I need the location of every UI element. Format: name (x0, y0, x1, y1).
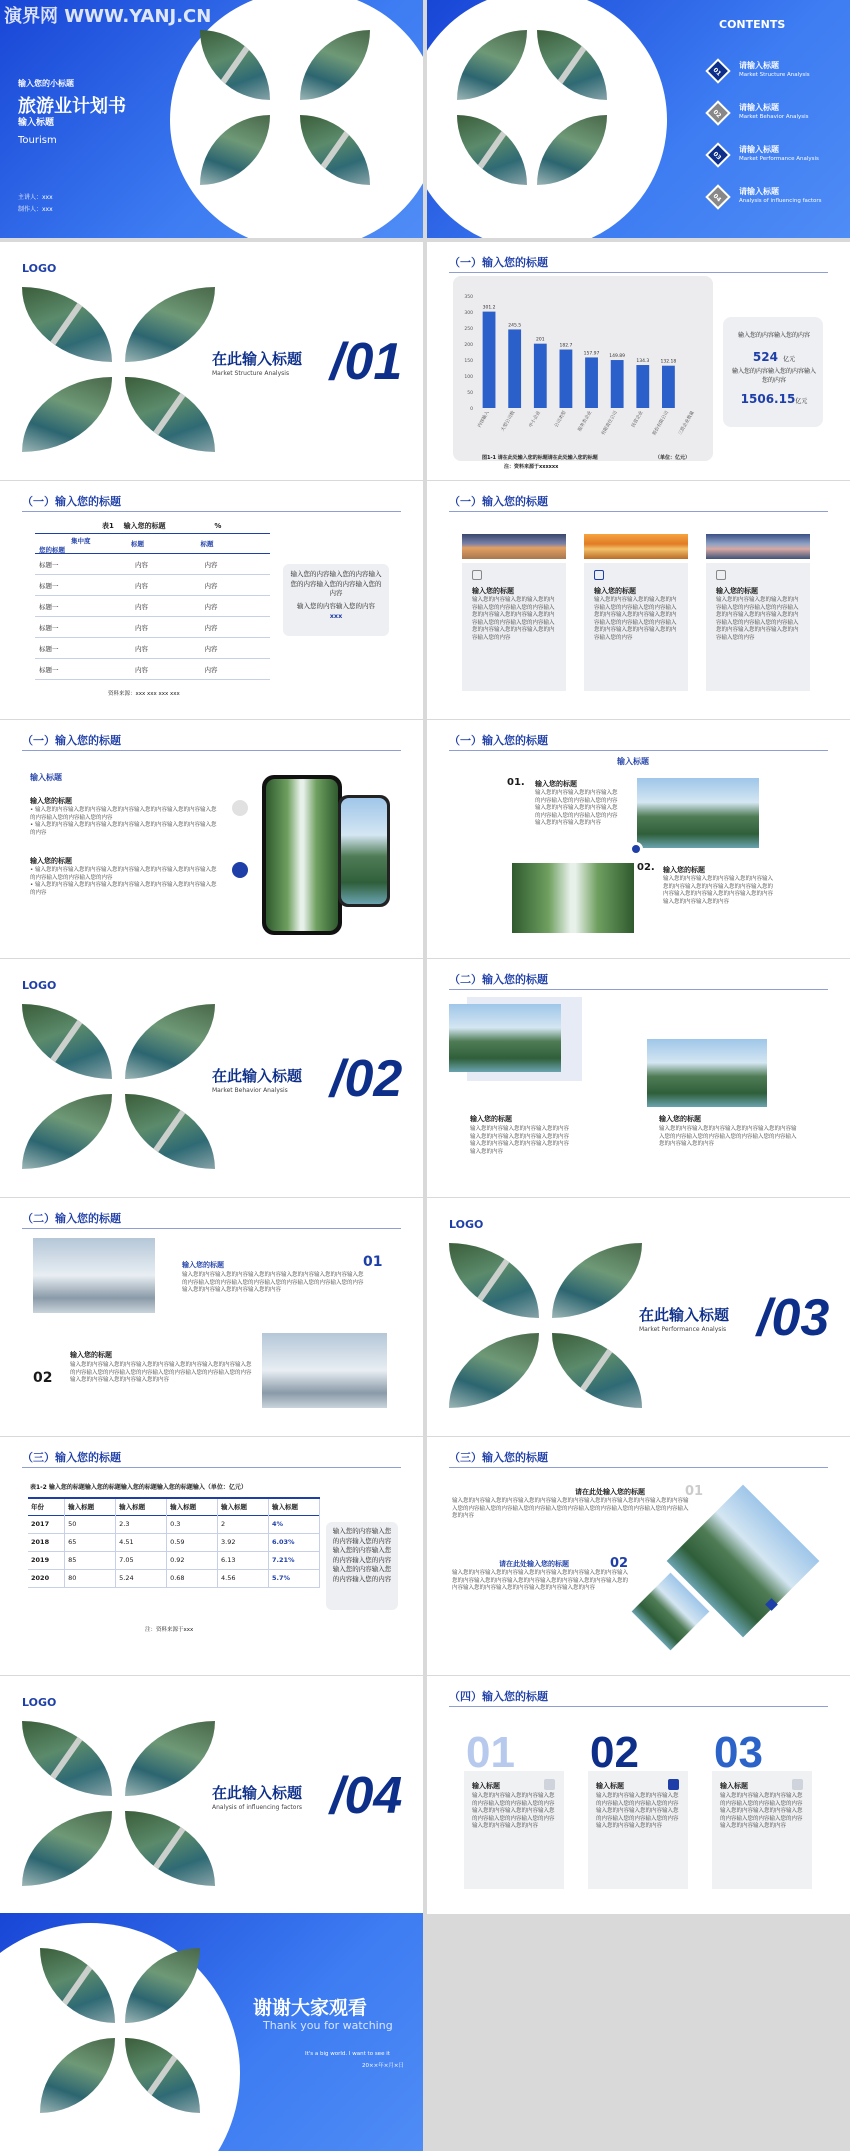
data-label: 301.2 (482, 305, 496, 311)
contents-number: 04 (705, 184, 730, 209)
x-tick-label: 股份有限公司 (652, 410, 671, 437)
x-tick-label: 服务类企业 (577, 410, 594, 433)
table-header-cell: 输入标题 (116, 1498, 167, 1515)
column-card (712, 1771, 812, 1889)
three-columns-slide (427, 1676, 850, 1914)
phone-front (262, 775, 342, 935)
section-number: /01 (330, 333, 403, 391)
three-cards-slide (427, 481, 850, 719)
section-title: 在此输入标题 (212, 1067, 303, 1085)
contents-title: 请输入标题 (739, 187, 779, 196)
y-tick-label: 300 (464, 311, 473, 316)
column-title: 输入标题 (472, 1782, 500, 1790)
item-text-2: • 输入您的内容输入您的内容输入您的内容输入您的内容输入您的内容输入您的内容输入您的内容输入您的内容 • 输入您的内容输入您的内容输入您的内容输入您的内容输入您的内容输入您的内容 (30, 867, 217, 896)
item-text-2: 输入您的内容输入您的内容输入您的内容输入您的内容输入您的内容输入您的内容输入您的内容输入您的内容输入您的内容输入您的内容输入您的内容输入您的内容输入您的内容输入您的内容输入您的内容 (452, 1570, 629, 1591)
bar (611, 360, 624, 408)
item-number-1: 01 (685, 1484, 704, 1499)
contents-item[interactable] (709, 94, 849, 136)
lake-photo (637, 778, 759, 848)
data-label: 149.89 (609, 354, 626, 360)
table-row: 2018 65 4.51 0.59 3.92 6.03% (28, 1533, 320, 1551)
column-title: 输入标题 (720, 1782, 748, 1790)
column-icon (668, 1779, 679, 1790)
item-title-2: 输入您的标题 (30, 857, 72, 865)
table-caption: 表1 输入您的标题 % (102, 522, 222, 530)
table-row: 标题一 内容 内容 (35, 659, 270, 680)
card-icon (594, 570, 604, 580)
table-header-cell: 年份 (28, 1498, 65, 1515)
logo: LOGO (22, 262, 57, 275)
slide-header: （一）输入您的标题 (449, 734, 548, 747)
section-03-slide (427, 1198, 850, 1436)
section-number: /02 (330, 1050, 403, 1108)
stat-value-1: 524 亿元 (752, 350, 796, 364)
table2-slide (0, 1437, 423, 1675)
card-text: 输入您的内容输入您的输入您的内容输入您的内容输入您的内容输入您的内容输入您的内容输入您的内容输入您的内容输入您的内容输入您的内容输入您的内容输入您的内容输入您的内容 (472, 597, 555, 641)
slide-header: （二）输入您的标题 (22, 1212, 121, 1225)
bar (508, 329, 521, 408)
x-tick-label: 民营企业 (631, 410, 645, 429)
block-title: 输入标题 (617, 757, 649, 766)
section-en: Market Performance Analysis (639, 1326, 727, 1333)
stat-text-2: 输入您的内容输入您的内容输入您的内容 (731, 368, 816, 384)
slide-header: （一）输入您的标题 (449, 495, 548, 508)
lake-photo (449, 1004, 561, 1072)
item-text-1: 输入您的内容输入您的内容输入您的内容输入您的内容输入您的内容输入您的内容输入您的内容输入您的内容输入您的内容输入您的内容输入您的内容输入您的内容输入您的内容输入您的内容 (182, 1272, 364, 1293)
snow-slide (0, 1198, 423, 1436)
contents-list (709, 52, 849, 220)
pavilion-photo (33, 1238, 155, 1313)
data-table: 集中度 您的标题 标题 标题 标题一 内容 内容 标题一 内容 内容 标题一 内容 内容 标题一 内容 内容 标题一 内容 内容 标题一 内容 内容 (35, 533, 270, 680)
stat-value-2: 1506.15亿元 (740, 392, 808, 406)
table-header-cell: 输入标题 (65, 1498, 116, 1515)
bar (560, 350, 573, 408)
table-row: 2020 80 5.24 0.68 4.56 5.7% (28, 1569, 320, 1587)
section-title: 在此输入标题 (212, 1784, 303, 1802)
x-tick-label: 三资企业数量 (677, 410, 696, 437)
contents-item[interactable] (709, 52, 849, 94)
cover-title: 旅游业计划书 (18, 96, 126, 117)
table-slide (0, 481, 423, 719)
column-number: 01 (466, 1728, 515, 1777)
column-number: 02 (590, 1728, 639, 1777)
block-title: 输入标题 (30, 773, 62, 782)
bar (636, 365, 649, 408)
contents-number: 01 (705, 58, 730, 83)
contents-en: Analysis of influencing factors (739, 198, 822, 204)
card-text: 输入您的内容输入您的输入您的内容输入您的内容输入您的内容输入您的内容输入您的内容输入您的内容输入您的内容输入您的内容输入您的内容输入您的内容输入您的内容输入您的内容 (716, 597, 799, 641)
table-row: 标题一 内容 内容 (35, 554, 270, 575)
bar (662, 366, 675, 408)
x-tick-label: 内容输入 (477, 410, 491, 429)
x-tick-label: 中小企业 (528, 410, 543, 429)
item-text-1: 输入您的内容输入您的内容输入您的内容输入您的内容输入您的内容输入您的内容输入您的内容输入您的内容输入您的内容输入您的内容输入您的内容输入您的内容输入您的内容输入您的内容输入您的内容 (452, 1498, 689, 1519)
contents-number: 03 (705, 142, 730, 167)
info-card (462, 563, 566, 691)
column-icon (792, 1779, 803, 1790)
logo: LOGO (22, 979, 57, 992)
cover-input-title: 输入标题 (18, 118, 55, 128)
info-card (584, 563, 688, 691)
thanks-line: It's a big world. I want to see it (305, 2051, 390, 2057)
y-tick-label: 100 (464, 375, 473, 380)
two-photos-slide (427, 959, 850, 1197)
coast-photo (647, 1039, 767, 1107)
chart-slide (427, 242, 850, 480)
column-text: 输入您的内容输入您的内容输入您的内容输入您的内容输入您的内容输入您的内容输入您的内容输入您的内容输入您的内容输入您的内容输入您的内容输入您的内容 (596, 1793, 679, 1829)
slide-header: （三）输入您的标题 (449, 1451, 548, 1464)
step-text-2: 输入您的内容输入您的内容输入您的内容输入您的内容输入您的内容输入您的内容输入您的内容输入您的内容输入您的内容输入您的内容输入您的内容输入您的内容 (663, 876, 774, 905)
cliff-photo (512, 863, 634, 933)
y-tick-label: 250 (464, 327, 473, 332)
x-tick-label: 公司类型 (554, 410, 568, 429)
stat-text-1: 输入您的内容输入您的内容 (737, 332, 810, 339)
x-tick-label: 大型公司数 (500, 410, 517, 433)
item-title-2: 输入您的标题 (70, 1351, 112, 1359)
cover-maker: 制作人：xxx (18, 206, 53, 213)
watermark-logo: 演界网 WWW.YANJ.CN (4, 6, 212, 27)
column-text: 输入您的内容输入您的内容输入您的内容输入您的内容输入您的内容输入您的内容输入您的内容输入您的内容输入您的内容输入您的内容输入您的内容输入您的内容 (472, 1793, 555, 1829)
section-number: /03 (757, 1289, 830, 1347)
phone-back (338, 795, 390, 907)
step-number-1: 01. (507, 777, 525, 788)
photo-title-1: 输入您的标题 (470, 1115, 512, 1123)
section-02-slide (0, 959, 423, 1197)
data-table (28, 1497, 320, 1588)
contents-number: 02 (705, 100, 730, 125)
data-label: 201 (535, 337, 545, 343)
table-header-cell: 输入标题 (167, 1498, 218, 1515)
slide-header: （一）输入您的标题 (22, 734, 121, 747)
item-number-2: 02 (33, 1370, 53, 1386)
column-icon (544, 1779, 555, 1790)
step-text-1: 输入您的内容输入您的内容输入您的内容输入您的内容输入您的内容输入您的内容输入您的内容输入您的内容输入您的内容输入您的内容输入您的内容输入您的内容 (535, 790, 618, 826)
chart-source: 注：资料来源于xxxxxx (504, 464, 559, 470)
column-title: 输入标题 (596, 1782, 624, 1790)
section-number: /04 (330, 1767, 403, 1825)
contents-slide (427, 0, 850, 238)
slide-header: （四）输入您的标题 (449, 1690, 548, 1703)
y-tick-label: 200 (464, 343, 473, 348)
card-icon (716, 570, 726, 580)
y-tick-label: 350 (464, 295, 473, 300)
thanks-date: 20××年×月×日 (362, 2063, 404, 2069)
contents-en: Market Structure Analysis (739, 72, 810, 78)
step-title-2: 输入您的标题 (663, 866, 705, 874)
section-en: Market Structure Analysis (212, 370, 290, 377)
step-title-1: 输入您的标题 (535, 780, 577, 788)
y-tick-label: 0 (470, 407, 473, 412)
contents-title: 请输入标题 (739, 61, 779, 70)
table-caption: 表1-2 输入您的标题输入您的标题输入您的标题输入您的标题输入（单位：亿元） (30, 1484, 247, 1491)
card-text: 输入您的内容输入您的输入您的内容输入您的内容输入您的内容输入您的内容输入您的内容输入您的内容输入您的内容输入您的内容输入您的内容输入您的内容输入您的内容输入您的内容 (594, 597, 677, 641)
item-text-1: • 输入您的内容输入您的内容输入您的内容输入您的内容输入您的内容输入您的内容输入您的内容输入您的内容 • 输入您的内容输入您的内容输入您的内容输入您的内容输入您的内容输入您的内容 (30, 807, 217, 836)
thanks-slide (0, 1913, 423, 2151)
cover-speaker: 主讲人：xxx (18, 194, 53, 201)
logo: LOGO (22, 1696, 57, 1709)
card-title: 输入您的标题 (472, 587, 514, 595)
table-row: 标题一 内容 内容 (35, 638, 270, 659)
table-row: 标题一 内容 内容 (35, 596, 270, 617)
section-en: Market Behavior Analysis (212, 1087, 288, 1094)
table-source: 资料来源：xxx xxx xxx xxx (108, 691, 180, 697)
table-row: 2017 50 2.3 0.3 2 4% (28, 1515, 320, 1533)
pin-icon (629, 842, 643, 856)
cover-en: Tourism (18, 135, 57, 146)
item-text-2: 输入您的内容输入您的内容输入您的内容输入您的内容输入您的内容输入您的内容输入您的内容输入您的内容输入您的内容输入您的内容输入您的内容输入您的内容输入您的内容输入您的内容 (70, 1362, 252, 1383)
data-label: 132.18 (660, 359, 677, 365)
data-label: 182.7 (559, 343, 573, 349)
table-row: 2019 85 7.05 0.92 6.13 7.21% (28, 1551, 320, 1569)
contents-item[interactable] (709, 178, 849, 220)
bar (483, 312, 496, 408)
card-photo (584, 534, 688, 559)
contents-item[interactable] (709, 136, 849, 178)
x-tick-label: 有限责任公司 (601, 410, 619, 437)
card-photo (706, 534, 810, 559)
item-title-1: 请在此处输入您的标题 (575, 1488, 645, 1496)
cover-slide (0, 0, 423, 238)
photo-text-1: 输入您的内容输入您的内容输入您的内容输入您的内容输入您的内容输入您的内容输入您的内容输入您的内容输入您的内容输入您的内容 (470, 1126, 570, 1155)
column-text: 输入您的内容输入您的内容输入您的内容输入您的内容输入您的内容输入您的内容输入您的内容输入您的内容输入您的内容输入您的内容输入您的内容输入您的内容 (720, 1793, 803, 1829)
photo-title-2: 输入您的标题 (659, 1115, 701, 1123)
section-title: 在此输入标题 (212, 350, 303, 368)
grid-icon (232, 800, 248, 816)
card-photo (462, 534, 566, 559)
contents-title: 请输入标题 (739, 145, 779, 154)
item-number-2: 02 (610, 1556, 629, 1571)
thanks-en: Thank you for watching (263, 2019, 393, 2032)
y-tick-label: 50 (467, 391, 473, 396)
section-en: Analysis of influencing factors (212, 1804, 303, 1811)
slide-header: （三）输入您的标题 (22, 1451, 121, 1464)
data-label: 245.5 (508, 323, 522, 329)
logo: LOGO (449, 1218, 484, 1231)
slide-header: （一）输入您的标题 (22, 495, 121, 508)
card-title: 输入您的标题 (594, 587, 636, 595)
table-row: 标题一 内容 内容 (35, 575, 270, 596)
cover-subtitle: 输入您的小标题 (18, 79, 74, 88)
item-title-1: 输入您的标题 (30, 797, 72, 805)
contents-en: Market Behavior Analysis (739, 114, 809, 120)
steps-slide (427, 720, 850, 958)
section-04-slide (0, 1676, 423, 1914)
table-header-cell: 输入标题 (268, 1498, 319, 1515)
photo-text-2: 输入您的内容输入您的内容输入您的内容输入您的内容输入您的内容输入您的内容输入您的内容输入您的内容输入您的内容输入您的内容 (659, 1126, 797, 1147)
chart-unit: （单位：亿元） (655, 455, 691, 461)
table-header-cell: 输入标题 (218, 1498, 269, 1515)
column-number: 03 (714, 1728, 763, 1777)
column-card (464, 1771, 564, 1889)
diamond-slide (427, 1437, 850, 1675)
note-box: 输入您的内容输入您的内容输入您的内容输入您的内容输入您的内容输入您的内容输入您的内容输入您的内容输入您的内容 (326, 1522, 398, 1610)
column-card (588, 1771, 688, 1889)
info-card (706, 563, 810, 691)
bar-chart (453, 276, 713, 461)
note-box: 输入您的内容输入您的内容输入您的内容输入您的内容输入您的内容 输入您的内容输入您的内容 xxx (283, 564, 389, 636)
section-01-slide (0, 242, 423, 480)
card-icon (472, 570, 482, 580)
y-tick-label: 150 (464, 359, 473, 364)
image-icon (232, 862, 248, 878)
section-title: 在此输入标题 (639, 1306, 730, 1324)
item-number-1: 01 (363, 1254, 383, 1270)
step-number-2: 02. (637, 862, 655, 873)
data-label: 134.3 (636, 359, 650, 365)
slide-header: （一）输入您的标题 (449, 256, 548, 269)
contents-title: 请输入标题 (739, 103, 779, 112)
item-title-1: 输入您的标题 (182, 1261, 224, 1269)
contents-en: Market Performance Analysis (739, 156, 819, 162)
bar (534, 344, 547, 408)
item-title-2: 请在此处输入您的标题 (499, 1560, 569, 1568)
slide-header: （二）输入您的标题 (449, 973, 548, 986)
data-label: 157.97 (583, 351, 600, 357)
snow-train-photo (262, 1333, 387, 1408)
card-title: 输入您的标题 (716, 587, 758, 595)
table-row: 标题一 内容 内容 (35, 617, 270, 638)
contents-heading: CONTENTS (719, 18, 786, 31)
thanks-title: 谢谢大家观看 (253, 1997, 368, 2019)
bar (585, 357, 598, 408)
phone-slide (0, 720, 423, 958)
table-source: 注：资料来源于xxx (145, 1627, 194, 1633)
chart-caption: 图1-1 请在此处输入您的标题请在此处输入您的标题 (482, 455, 598, 461)
